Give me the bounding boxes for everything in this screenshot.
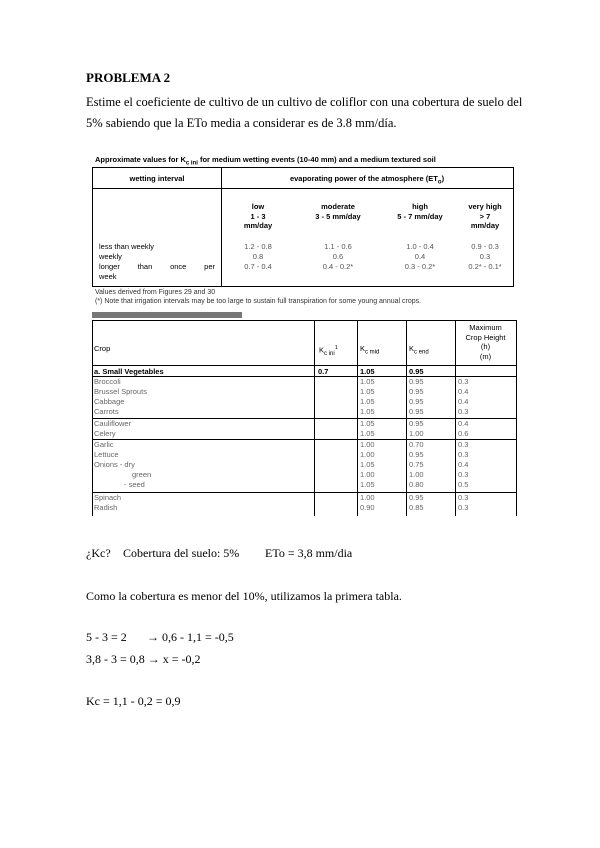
header-kc-ini: $K_{c ini}^1$ (319, 345, 338, 357)
header-crop: Crop (94, 344, 111, 353)
crop-name: Spinach (94, 493, 122, 502)
table1-footnotes: Values derived from Figures 29 and 30 (*) Note that irrigation intervals may be too large to sustain full transpiration for some young annual crops. (95, 289, 422, 305)
crop-kc-mid: 1.05 (360, 419, 375, 428)
header-height: Maximum Crop Height (h) (m) (465, 323, 506, 361)
crop-height: 0.4 (458, 460, 469, 469)
cell-value: 0.3 (479, 252, 491, 261)
cell-value: 0.3 - 0.2* (404, 262, 436, 271)
table1-col-interval: wetting interval (129, 174, 185, 183)
crop-name: Radish (94, 503, 118, 512)
crop-kc-end: 0.85 (409, 503, 424, 512)
reasoning-text: Como la cobertura es menor del 10%, utilizamos la primera tabla. (86, 589, 402, 603)
table2-cropped-caption (92, 312, 242, 318)
header-kc-mid: $K_{c mid}$ (360, 344, 380, 356)
crop-name: Carrots (94, 407, 119, 416)
crop-height: 0.3 (458, 377, 469, 386)
crop-kc-mid: 1.05 (360, 460, 375, 469)
crop-kc-mid: 0.90 (360, 503, 375, 512)
table1-col-evap: evaporating power of the atmosphere $(ET_o)$ (289, 174, 445, 186)
crop-kc-end: 0.75 (409, 460, 424, 469)
crop-kc-mid: 1.05 (360, 429, 375, 438)
level-high: high 5 - 7 mm/day (397, 202, 443, 221)
group-kc-ini: 0.7 (318, 367, 329, 376)
crop-kc-mid: 1.05 (360, 407, 375, 416)
table1-caption: Approximate values for $K_{c ini}$ for medium wetting events (10-40 mm) and a medium textured soil (95, 155, 436, 167)
cell-value: 0.9 - 0.3 (471, 242, 499, 251)
row-label-week: week (99, 272, 117, 281)
crop-height: 0.3 (458, 470, 469, 479)
crop-kc-end: 0.95 (409, 493, 424, 502)
crop-kc-mid: 1.00 (360, 493, 375, 502)
crop-kc-end: 0.70 (409, 440, 424, 449)
group-kc-end: 0.95 (409, 367, 424, 376)
crop-height: 0.3 (458, 493, 469, 502)
crop-kc-end: 0.95 (409, 419, 424, 428)
cell-value: 0.6 (332, 252, 344, 261)
crop-kc-end: 1.00 (409, 470, 424, 479)
crop-kc-end: 0.95 (409, 450, 424, 459)
crop-kc-end: 0.95 (409, 407, 424, 416)
level-very-high: very high > 7 mm/day (468, 202, 502, 230)
crop-kc-mid: 1.05 (360, 480, 375, 489)
cell-value: 1.0 - 0.4 (406, 242, 434, 251)
crop-name: - seed (124, 480, 145, 489)
crop-kc-mid: 1.05 (360, 387, 375, 396)
calc-line-1-right: → 0,6 - 1,1 = -0,5 (147, 630, 234, 644)
crop-height: 0.5 (458, 480, 469, 489)
cell-value: 0.8 (252, 252, 264, 261)
calc-line-1-left: 5 - 3 = 2 (86, 630, 127, 644)
crop-name: Lettuce (94, 450, 119, 459)
crop-kc-end: 0.95 (409, 377, 424, 386)
crop-kc-mid: 1.05 (360, 377, 375, 386)
crop-name: Broccoli (94, 377, 121, 386)
crop-kc-mid: 1.05 (360, 397, 375, 406)
row-label-less-weekly: less than weekly (99, 242, 155, 251)
ground-cover: Cobertura del suelo: 5% (123, 546, 240, 560)
crop-kc-end: 0.95 (409, 397, 424, 406)
problem-title: PROBLEMA 2 (86, 70, 171, 85)
cell-value: 0.4 (414, 252, 426, 261)
cell-value: 1.1 - 0.6 (324, 242, 352, 251)
crop-kc-mid: 1.00 (360, 440, 375, 449)
level-low: low 1 - 3 mm/day (243, 202, 273, 230)
cell-value: 0.2* - 0.1* (468, 262, 502, 271)
header-kc-end: $K_{c end}$ (409, 344, 429, 356)
crop-kc-end: 0.80 (409, 480, 424, 489)
cell-value: 1.2 - 0.8 (244, 242, 272, 251)
crop-name: green (132, 470, 152, 479)
table2-crop-coefficients (92, 320, 516, 516)
crop-height: 0.3 (458, 450, 469, 459)
row-label-longer: longer than once per (99, 262, 215, 271)
crop-kc-end: 1.00 (409, 429, 424, 438)
crop-kc-mid: 1.00 (360, 470, 375, 479)
table1-wetting-interval (92, 167, 514, 287)
crop-height: 0.4 (458, 387, 469, 396)
crop-kc-mid: 1.00 (360, 450, 375, 459)
crop-name: Garlic (94, 440, 114, 449)
crop-name: Onions - dry (94, 460, 135, 469)
crop-height: 0.6 (458, 429, 469, 438)
level-moderate: moderate 3 - 5 mm/day (315, 202, 361, 221)
eto-value: ETo = 3,8 mm/dia (265, 546, 353, 560)
question-kc: ¿Kc? (86, 546, 111, 560)
crop-name: Cabbage (94, 397, 125, 406)
row-label-weekly: weekly (99, 252, 122, 261)
crop-height: 0.3 (458, 407, 469, 416)
crop-height: 0.3 (458, 503, 469, 512)
crop-height: 0.4 (458, 419, 469, 428)
crop-name: Celery (94, 429, 116, 438)
crop-kc-end: 0.95 (409, 387, 424, 396)
crop-name-cauliflower: Cauliflower (94, 419, 132, 428)
group-small-vegetables: a. Small Vegetables (94, 367, 164, 376)
cell-value: 0.7 - 0.4 (244, 262, 272, 271)
cell-value: 0.4 - 0.2* (322, 262, 354, 271)
group-kc-mid: 1.05 (360, 367, 375, 376)
problem-statement: Estime el coeficiente de cultivo de un cultivo de coliflor con una cobertura de suelo del 5% sabiendo que la ETo media a considerar es de 3.8 mm/día. (86, 95, 523, 130)
calc-line-2: 3,8 - 3 = 0,8 → x = -0,2 (86, 652, 201, 666)
result-kc: Kc = 1,1 - 0,2 = 0,9 (86, 694, 181, 708)
crop-height: 0.3 (458, 440, 469, 449)
crop-name: Brussel Sprouts (94, 387, 147, 396)
crop-height: 0.4 (458, 397, 469, 406)
